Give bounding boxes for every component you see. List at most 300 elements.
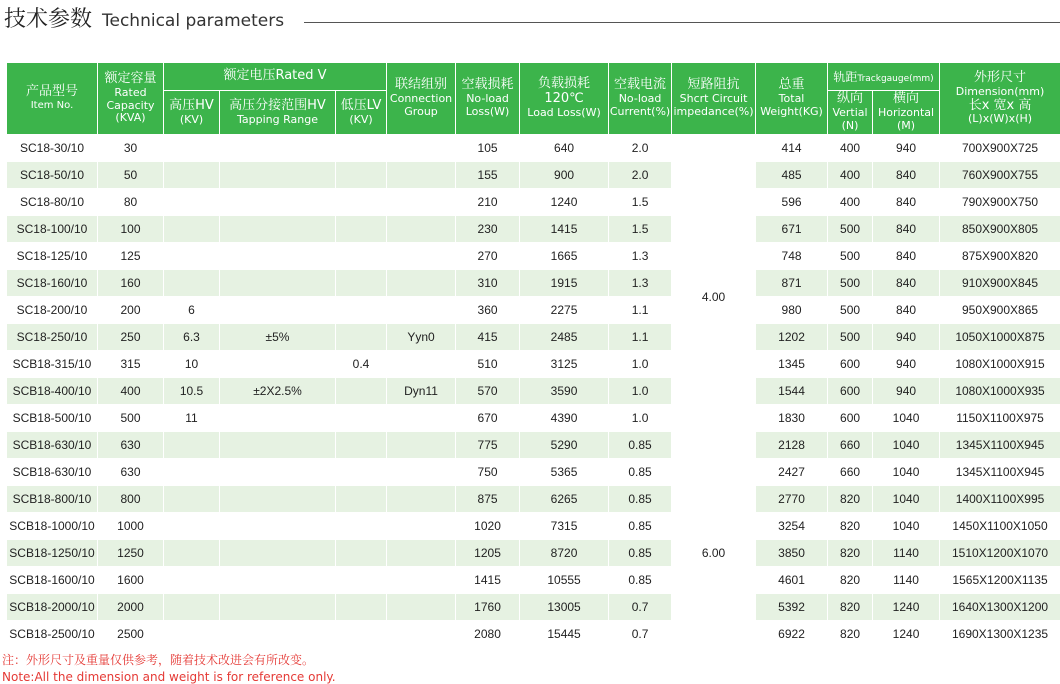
cell-noload-current: 0.85 (609, 540, 672, 567)
header-dimension-zh: 外形尺寸 (940, 71, 1060, 86)
table-row (7, 567, 1060, 594)
header-horizontal-en: Horizontal (873, 107, 939, 120)
cell-noload-current: 1.1 (609, 324, 672, 351)
cell-lv (336, 243, 387, 270)
cell-hv (164, 621, 220, 648)
cell-dimension: 1400X1100X995 (940, 486, 1060, 513)
cell-noload-current: 0.85 (609, 432, 672, 459)
cell-gauge-vertical: 500 (828, 297, 873, 324)
cell-hv (164, 270, 220, 297)
cell-load-loss: 900 (520, 162, 609, 189)
cell-noload-loss: 210 (456, 189, 520, 216)
cell-total-weight: 414 (756, 135, 828, 162)
header-impedance-en1: Shcrt Circuit (672, 93, 755, 106)
cell-noload-current: 1.1 (609, 297, 672, 324)
note-zh: 注：外形尺寸及重量仅供参考，随着技术改进会有所改变。 (2, 651, 314, 668)
table-row (7, 351, 1060, 378)
header-vertical-unit: (N) (828, 120, 872, 133)
cell-noload-loss: 360 (456, 297, 520, 324)
cell-noload-current: 2.0 (609, 162, 672, 189)
cell-gauge-vertical: 600 (828, 351, 873, 378)
cell-load-loss: 15445 (520, 621, 609, 648)
cell-total-weight: 3850 (756, 540, 828, 567)
cell-capacity: 1000 (98, 513, 164, 540)
cell-tapping-range: ±2X2.5% (220, 378, 336, 405)
cell-noload-loss: 510 (456, 351, 520, 378)
cell-hv (164, 432, 220, 459)
cell-gauge-horizontal: 1040 (873, 432, 940, 459)
cell-model: SCB18-630/10 (7, 459, 98, 486)
cell-tapping-range (220, 621, 336, 648)
cell-model: SCB18-315/10 (7, 351, 98, 378)
header-model-en: Item No. (7, 100, 97, 112)
header-gauge-en: Trackgauge(mm) (857, 74, 933, 84)
cell-gauge-horizontal: 1040 (873, 486, 940, 513)
cell-tapping-range (220, 270, 336, 297)
cell-lv (336, 270, 387, 297)
cell-model: SC18-125/10 (7, 243, 98, 270)
header-tapping-en: Tapping Range (220, 114, 335, 127)
cell-connection-group (387, 243, 456, 270)
cell-lv (336, 189, 387, 216)
cell-load-loss: 8720 (520, 540, 609, 567)
cell-noload-loss: 1205 (456, 540, 520, 567)
table-row (7, 378, 1060, 405)
cell-lv (336, 513, 387, 540)
cell-hv (164, 243, 220, 270)
header-total-weight (756, 63, 828, 135)
cell-gauge-vertical: 820 (828, 567, 873, 594)
table-row (7, 486, 1060, 513)
cell-load-loss: 5290 (520, 432, 609, 459)
cell-gauge-horizontal: 940 (873, 351, 940, 378)
cell-total-weight: 3254 (756, 513, 828, 540)
cell-gauge-horizontal: 1140 (873, 567, 940, 594)
cell-gauge-vertical: 820 (828, 540, 873, 567)
header-vertical-zh: 纵向 (828, 92, 872, 107)
table-row (7, 189, 1060, 216)
cell-capacity: 2000 (98, 594, 164, 621)
cell-dimension: 1450X1100X1050 (940, 513, 1060, 540)
cell-capacity: 2500 (98, 621, 164, 648)
table-row (7, 432, 1060, 459)
cell-noload-current: 1.3 (609, 243, 672, 270)
cell-connection-group (387, 216, 456, 243)
header-trackgauge (828, 63, 940, 91)
header-noload-en1: No-load (456, 93, 519, 106)
cell-dimension: 760X900X755 (940, 162, 1060, 189)
header-group-zh: 联结组别 (387, 78, 455, 93)
header-load-temp: 120℃ (520, 92, 608, 107)
cell-connection-group: Yyn0 (387, 324, 456, 351)
cell-dimension: 1640X1300X1200 (940, 594, 1060, 621)
cell-model: SCB18-2000/10 (7, 594, 98, 621)
header-tapping-zh: 高压分接范围HV (220, 99, 335, 114)
cell-dimension: 1565X1200X1135 (940, 567, 1060, 594)
cell-dimension: 700X900X725 (940, 135, 1060, 162)
cell-connection-group (387, 432, 456, 459)
cell-hv (164, 594, 220, 621)
cell-model: SCB18-2500/10 (7, 621, 98, 648)
cell-hv (164, 486, 220, 513)
cell-tapping-range (220, 135, 336, 162)
cell-noload-current: 0.85 (609, 486, 672, 513)
cell-hv (164, 162, 220, 189)
cell-model: SCB18-800/10 (7, 486, 98, 513)
cell-noload-current: 1.5 (609, 189, 672, 216)
cell-dimension: 875X900X820 (940, 243, 1060, 270)
table-row (7, 324, 1060, 351)
cell-model: SCB18-1250/10 (7, 540, 98, 567)
cell-tapping-range: ±5% (220, 324, 336, 351)
table-row (7, 621, 1060, 648)
header-vertical (828, 91, 873, 135)
header-load-zh: 负载损耗 (520, 77, 608, 92)
cell-gauge-vertical: 400 (828, 189, 873, 216)
cell-tapping-range (220, 432, 336, 459)
cell-dimension: 1345X1100X945 (940, 432, 1060, 459)
cell-connection-group (387, 405, 456, 432)
cell-gauge-vertical: 600 (828, 405, 873, 432)
cell-gauge-horizontal: 940 (873, 324, 940, 351)
cell-load-loss: 1415 (520, 216, 609, 243)
cell-capacity: 1250 (98, 540, 164, 567)
header-lv-unit: (KV) (336, 114, 386, 127)
cell-gauge-horizontal: 1140 (873, 540, 940, 567)
cell-gauge-horizontal: 1040 (873, 513, 940, 540)
cell-capacity: 630 (98, 459, 164, 486)
cell-noload-loss: 230 (456, 216, 520, 243)
header-model (7, 63, 98, 135)
cell-connection-group (387, 594, 456, 621)
header-dimension-zh2: 长x 宽x 高 (940, 99, 1060, 114)
cell-tapping-range (220, 243, 336, 270)
cell-connection-group (387, 513, 456, 540)
table-row (7, 270, 1060, 297)
table-row (7, 513, 1060, 540)
cell-gauge-horizontal: 840 (873, 270, 940, 297)
page-title-en: Technical parameters (102, 11, 284, 31)
cell-noload-loss: 570 (456, 378, 520, 405)
cell-model: SC18-200/10 (7, 297, 98, 324)
header-model-zh: 产品型号 (7, 85, 97, 100)
cell-gauge-horizontal: 840 (873, 189, 940, 216)
cell-tapping-range (220, 567, 336, 594)
cell-connection-group (387, 567, 456, 594)
cell-noload-loss: 775 (456, 432, 520, 459)
header-group-en1: Connection (387, 93, 455, 106)
cell-noload-loss: 1760 (456, 594, 520, 621)
cell-connection-group: Dyn11 (387, 378, 456, 405)
cell-load-loss: 2485 (520, 324, 609, 351)
cell-lv (336, 540, 387, 567)
cell-gauge-vertical: 500 (828, 216, 873, 243)
cell-noload-current: 0.85 (609, 567, 672, 594)
cell-capacity: 630 (98, 432, 164, 459)
cell-hv (164, 216, 220, 243)
cell-total-weight: 4601 (756, 567, 828, 594)
header-capacity-en2: Capacity (98, 100, 163, 113)
cell-hv (164, 189, 220, 216)
cell-lv (336, 162, 387, 189)
cell-gauge-vertical: 400 (828, 135, 873, 162)
cell-model: SC18-160/10 (7, 270, 98, 297)
cell-noload-current: 0.85 (609, 459, 672, 486)
cell-hv: 10 (164, 351, 220, 378)
cell-tapping-range (220, 189, 336, 216)
cell-impedance: 6.00 (672, 459, 756, 648)
cell-gauge-horizontal: 840 (873, 243, 940, 270)
cell-connection-group (387, 189, 456, 216)
cell-hv: 6 (164, 297, 220, 324)
cell-hv (164, 459, 220, 486)
cell-load-loss: 3125 (520, 351, 609, 378)
header-load-en: Load Loss(W) (520, 107, 608, 120)
header-vertical-en: Vertial (828, 107, 872, 120)
cell-load-loss: 13005 (520, 594, 609, 621)
cell-hv: 10.5 (164, 378, 220, 405)
cell-gauge-vertical: 600 (828, 378, 873, 405)
cell-gauge-vertical: 500 (828, 243, 873, 270)
header-dimension (940, 63, 1060, 135)
cell-noload-current: 0.7 (609, 594, 672, 621)
cell-model: SCB18-1600/10 (7, 567, 98, 594)
cell-lv (336, 594, 387, 621)
cell-capacity: 800 (98, 486, 164, 513)
cell-noload-current: 2.0 (609, 135, 672, 162)
header-impedance (672, 63, 756, 135)
cell-capacity: 1600 (98, 567, 164, 594)
cell-total-weight: 1345 (756, 351, 828, 378)
cell-tapping-range (220, 351, 336, 378)
header-noload-zh: 空载损耗 (456, 78, 519, 93)
cell-connection-group (387, 270, 456, 297)
table-row (7, 540, 1060, 567)
cell-gauge-vertical: 500 (828, 270, 873, 297)
cell-total-weight: 1202 (756, 324, 828, 351)
header-horizontal-zh: 横向 (873, 92, 939, 107)
cell-lv (336, 567, 387, 594)
cell-connection-group (387, 459, 456, 486)
page-title-zh: 技术参数 (4, 2, 92, 33)
cell-noload-loss: 415 (456, 324, 520, 351)
table-row (7, 243, 1060, 270)
cell-lv (336, 405, 387, 432)
cell-total-weight: 596 (756, 189, 828, 216)
table-row (7, 459, 1060, 486)
cell-load-loss: 4390 (520, 405, 609, 432)
header-lv-zh: 低压LV (336, 99, 386, 114)
header-rated-voltage-label: 额定电压Rated V (164, 69, 386, 84)
header-horizontal-unit: (M) (873, 120, 939, 133)
cell-tapping-range (220, 513, 336, 540)
cell-gauge-horizontal: 940 (873, 378, 940, 405)
cell-dimension: 1690X1300X1235 (940, 621, 1060, 648)
cell-model: SCB18-1000/10 (7, 513, 98, 540)
cell-total-weight: 748 (756, 243, 828, 270)
cell-load-loss: 1915 (520, 270, 609, 297)
cell-connection-group (387, 297, 456, 324)
table-body (7, 135, 1060, 648)
header-noload-en2: Loss(W) (456, 106, 519, 119)
cell-gauge-vertical: 820 (828, 594, 873, 621)
cell-dimension: 1345X1100X945 (940, 459, 1060, 486)
cell-gauge-vertical: 500 (828, 324, 873, 351)
cell-dimension: 790X900X750 (940, 189, 1060, 216)
cell-connection-group (387, 135, 456, 162)
cell-total-weight: 2427 (756, 459, 828, 486)
cell-noload-current: 0.7 (609, 621, 672, 648)
cell-capacity: 160 (98, 270, 164, 297)
cell-gauge-vertical: 820 (828, 486, 873, 513)
cell-model: SC18-80/10 (7, 189, 98, 216)
cell-capacity: 250 (98, 324, 164, 351)
cell-gauge-vertical: 400 (828, 162, 873, 189)
cell-load-loss: 3590 (520, 378, 609, 405)
cell-tapping-range (220, 459, 336, 486)
header-noload-current (609, 63, 672, 135)
cell-model: SCB18-500/10 (7, 405, 98, 432)
cell-capacity: 30 (98, 135, 164, 162)
cell-lv (336, 297, 387, 324)
cell-capacity: 400 (98, 378, 164, 405)
header-hv (164, 91, 220, 135)
header-impedance-en2: impedance(%) (672, 106, 755, 119)
cell-total-weight: 2770 (756, 486, 828, 513)
cell-dimension: 1080X1000X935 (940, 378, 1060, 405)
header-hv-zh: 高压HV (164, 99, 219, 114)
cell-noload-current: 1.0 (609, 351, 672, 378)
cell-noload-loss: 1020 (456, 513, 520, 540)
table-row (7, 405, 1060, 432)
cell-impedance: 4.00 (672, 135, 756, 459)
cell-total-weight: 1830 (756, 405, 828, 432)
header-current-en2: Current(%) (609, 106, 671, 119)
cell-hv: 11 (164, 405, 220, 432)
cell-dimension: 910X900X845 (940, 270, 1060, 297)
technical-parameters-table (6, 62, 1060, 648)
cell-dimension: 850X900X805 (940, 216, 1060, 243)
cell-connection-group (387, 621, 456, 648)
header-connection-group (387, 63, 456, 135)
cell-load-loss: 10555 (520, 567, 609, 594)
cell-tapping-range (220, 594, 336, 621)
cell-model: SC18-30/10 (7, 135, 98, 162)
cell-gauge-vertical: 820 (828, 621, 873, 648)
cell-noload-loss: 670 (456, 405, 520, 432)
cell-total-weight: 485 (756, 162, 828, 189)
cell-tapping-range (220, 486, 336, 513)
table-row (7, 135, 1060, 162)
cell-tapping-range (220, 405, 336, 432)
cell-total-weight: 671 (756, 216, 828, 243)
cell-gauge-horizontal: 840 (873, 162, 940, 189)
header-capacity-en1: Rated (98, 87, 163, 100)
cell-capacity: 80 (98, 189, 164, 216)
cell-gauge-vertical: 660 (828, 459, 873, 486)
cell-dimension: 1050X1000X875 (940, 324, 1060, 351)
cell-capacity: 125 (98, 243, 164, 270)
cell-tapping-range (220, 162, 336, 189)
cell-lv (336, 432, 387, 459)
cell-total-weight: 980 (756, 297, 828, 324)
cell-capacity: 50 (98, 162, 164, 189)
header-capacity (98, 63, 164, 135)
title-bar (4, 2, 1060, 36)
header-weight-zh: 总重 (756, 78, 827, 93)
cell-noload-current: 1.0 (609, 405, 672, 432)
cell-lv (336, 621, 387, 648)
cell-model: SC18-50/10 (7, 162, 98, 189)
cell-noload-loss: 1415 (456, 567, 520, 594)
cell-load-loss: 5365 (520, 459, 609, 486)
table-row (7, 162, 1060, 189)
header-hv-unit: (KV) (164, 114, 219, 127)
cell-lv (336, 378, 387, 405)
cell-capacity: 315 (98, 351, 164, 378)
cell-gauge-vertical: 660 (828, 432, 873, 459)
cell-hv: 6.3 (164, 324, 220, 351)
cell-load-loss: 1240 (520, 189, 609, 216)
cell-total-weight: 2128 (756, 432, 828, 459)
cell-load-loss: 6265 (520, 486, 609, 513)
cell-connection-group (387, 540, 456, 567)
cell-gauge-vertical: 820 (828, 513, 873, 540)
header-tapping-range (220, 91, 336, 135)
cell-model: SC18-100/10 (7, 216, 98, 243)
cell-gauge-horizontal: 840 (873, 297, 940, 324)
cell-model: SCB18-630/10 (7, 432, 98, 459)
cell-tapping-range (220, 216, 336, 243)
cell-model: SCB18-400/10 (7, 378, 98, 405)
header-capacity-unit: (KVA) (98, 112, 163, 125)
cell-dimension: 1510X1200X1070 (940, 540, 1060, 567)
cell-lv (336, 459, 387, 486)
cell-noload-current: 0.85 (609, 513, 672, 540)
cell-noload-loss: 750 (456, 459, 520, 486)
cell-total-weight: 1544 (756, 378, 828, 405)
cell-noload-loss: 105 (456, 135, 520, 162)
cell-load-loss: 640 (520, 135, 609, 162)
header-weight-en2: Weight(KG) (756, 106, 827, 119)
cell-dimension: 1080X1000X915 (940, 351, 1060, 378)
cell-hv (164, 135, 220, 162)
cell-load-loss: 1665 (520, 243, 609, 270)
cell-tapping-range (220, 540, 336, 567)
header-gauge-zh: 轨距 (833, 70, 857, 84)
cell-lv (336, 216, 387, 243)
cell-hv (164, 513, 220, 540)
table-row (7, 216, 1060, 243)
cell-lv (336, 324, 387, 351)
cell-noload-current: 1.0 (609, 378, 672, 405)
header-dimension-unit: (L)x(W)x(H) (940, 113, 1060, 126)
header-current-en1: No-load (609, 93, 671, 106)
table-row (7, 297, 1060, 324)
cell-noload-current: 1.3 (609, 270, 672, 297)
cell-lv (336, 135, 387, 162)
header-lv (336, 91, 387, 135)
cell-gauge-horizontal: 1240 (873, 594, 940, 621)
cell-model: SC18-250/10 (7, 324, 98, 351)
header-impedance-zh: 短路阻抗 (672, 78, 755, 93)
header-load-loss (520, 63, 609, 135)
header-dimension-en: Dimension(mm) (940, 86, 1060, 99)
table-header (7, 63, 1060, 135)
cell-total-weight: 871 (756, 270, 828, 297)
cell-hv (164, 567, 220, 594)
cell-noload-loss: 310 (456, 270, 520, 297)
